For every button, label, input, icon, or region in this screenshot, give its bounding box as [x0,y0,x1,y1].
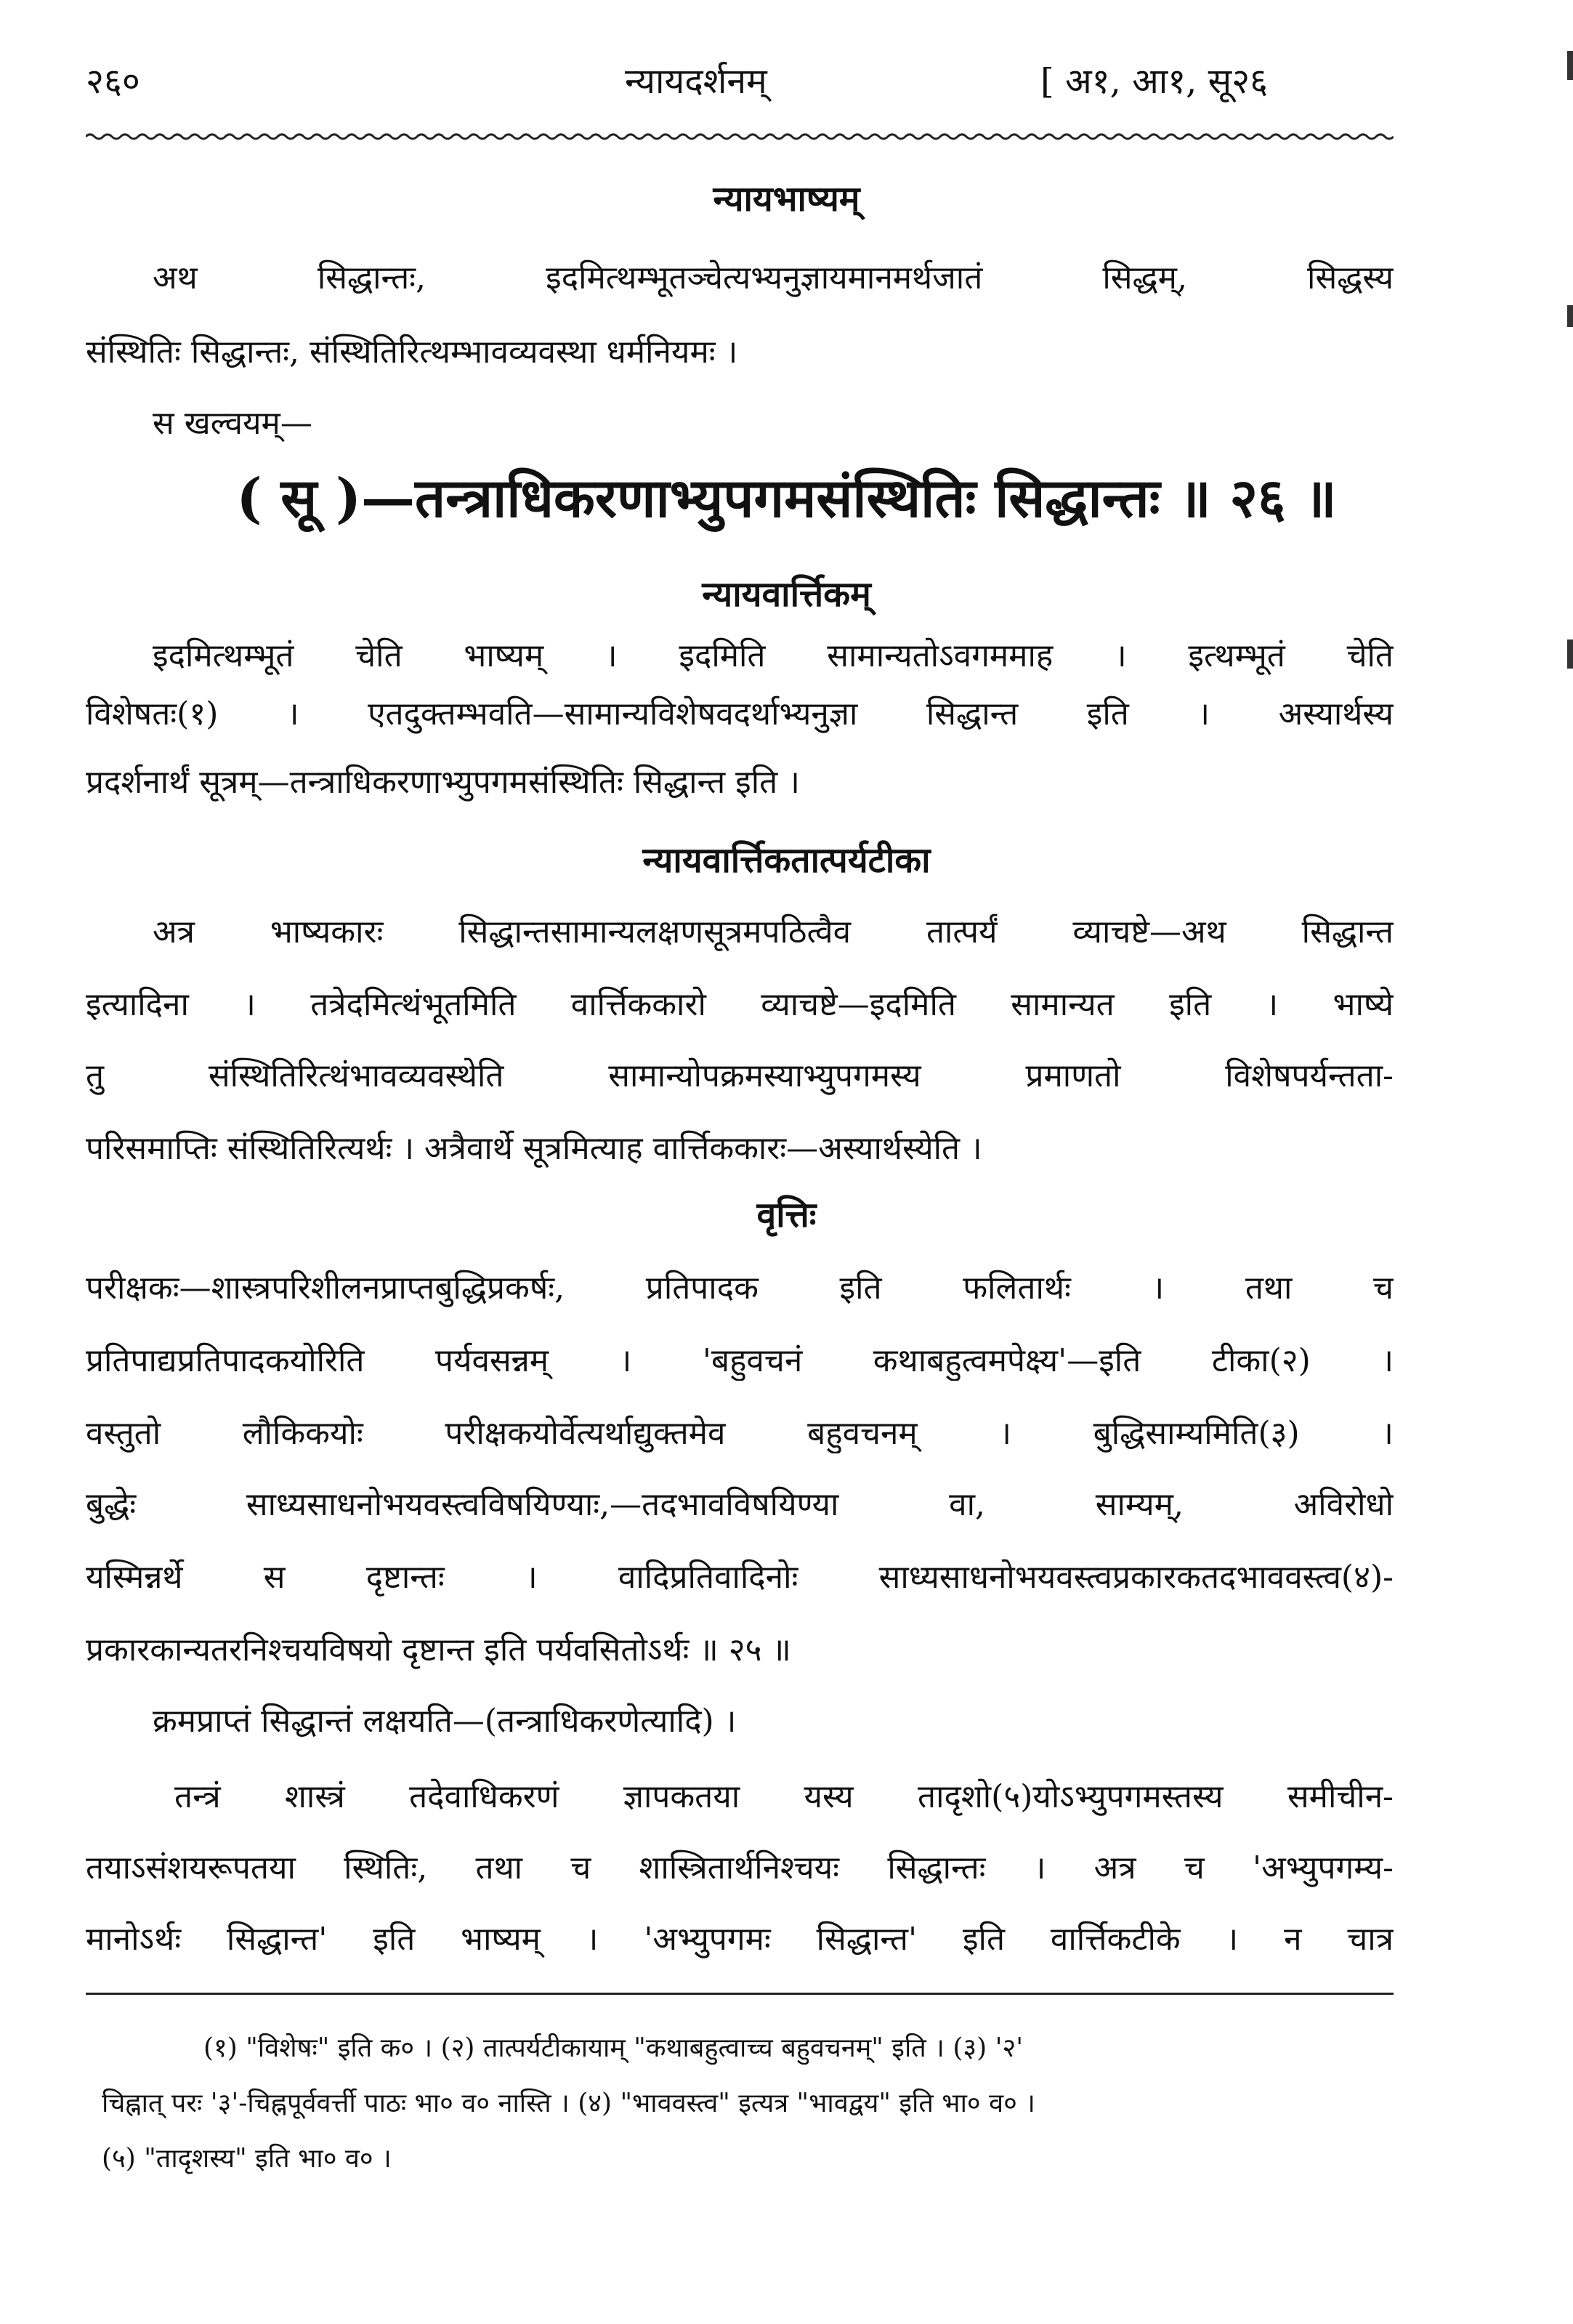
tika-heading: न्यायवार्त्तिकतात्पर्यटीका [642,840,931,881]
bhashya-line: संस्थितिः सिद्धान्तः, संस्थितिरित्थम्भावव्यवस्था धर्मनियमः । [86,334,738,371]
running-title: न्यायदर्शनम् [625,61,767,102]
bhashya-line: अथ सिद्धान्तः, इदमित्थम्भूतञ्चेत्यभ्यनुज्ञायमानमर्थजातं सिद्धम्, सिद्धस्य [153,259,1394,296]
bhashya-heading: न्यायभाष्यम् [713,179,860,219]
section-reference: [ अ१, आ१, सू२६ [1040,61,1269,102]
vartika-heading: न्यायवार्त्तिकम् [702,574,871,615]
scan-margin-mark [1567,639,1573,669]
page-number: २६० [86,61,140,102]
vritti-line: बुद्धेः साध्यसाधनोभयवस्त्वविषयिण्याः,—तदभावविषयिण्या वा, साम्यम्, अविरोधो [86,1486,1394,1523]
vritti-line: वस्तुतो लौकिकयोः परीक्षकयोर्वेत्यर्थाद्युक्तमेव बहुवचनम् । बुद्धिसाम्यमिति(३) । [86,1415,1394,1452]
vartika-line: प्रदर्शनार्थं सूत्रम्—तन्त्राधिकरणाभ्युपगमसंस्थितिः सिद्धान्त इति । [86,764,800,801]
tika-line: इत्यादिना । तत्रेदमित्थंभूतमिति वार्त्तिककारो व्याचष्टे—इदमिति सामान्यत इति । भाष्ये [86,986,1394,1023]
vritti-line: प्रकारकान्यतरनिश्चयविषयो दृष्टान्त इति पर्यवसितोऽर्थः ॥ २५ ॥ [86,1631,791,1669]
footnote-rule [86,1993,1394,1995]
tika-line: तु संस्थितिरित्थंभावव्यवस्थेति सामान्योपक्रमस्याभ्युपगमस्य प्रमाणतो विशेषपर्यन्तता- [86,1057,1394,1094]
vritti-line: क्रमप्राप्तं सिद्धान्तं लक्षयति—(तन्त्राधिकरणेत्यादि) । [153,1703,737,1740]
wavy-divider [86,129,1394,144]
scan-margin-mark [1567,51,1573,80]
vritti-line: तन्त्रं शास्त्रं तदेवाधिकरणं ज्ञापकतया यस्य तादृशो(५)योऽभ्युपगमस्तस्य समीचीन- [174,1778,1394,1815]
tika-line: परिसमाप्तिः संस्थितिरित्यर्थः । अत्रैवार्थे सूत्रमित्याह वार्त्तिककारः—अस्यार्थस्येति । [86,1130,982,1167]
footnote-line: (५) "तादृशस्य" इति भा० व० । [102,2144,392,2174]
vritti-line: परीक्षकः—शास्त्रपरिशीलनप्राप्तबुद्धिप्रकर्षः, प्रतिपादक इति फलितार्थः । तथा च [86,1270,1394,1307]
bhashya-line: स खल्वयम्— [153,405,312,442]
vritti-line: मानोऽर्थः सिद्धान्त' इति भाष्यम् । 'अभ्युपगमः सिद्धान्त' इति वार्त्तिकटीके । न चात्र [86,1921,1394,1958]
scan-margin-mark [1567,305,1573,327]
footnote-line: चिह्नात् परः '३'-चिह्नपूर्ववर्त्ती पाठः भा० व० नास्ति । (४) "भाववस्त्व" इत्यत्र "भावद्वय" इति भा० व० । [102,2089,1035,2118]
vritti-line: तयाऽसंशयरूपतया स्थितिः, तथा च शास्त्रितार्थनिश्चयः सिद्धान्तः । अत्र च 'अभ्युपगम्य- [86,1849,1394,1887]
vartika-line: इदमित्थम्भूतं चेति भाष्यम् । इदमिति सामान्यतोऽवगममाह । इत्थम्भूतं चेति [153,637,1394,674]
tika-line: अत्र भाष्यकारः सिद्धान्तसामान्यलक्षणसूत्रमपठित्वैव तात्पर्यं व्याचष्टे—अथ सिद्धान्त [153,913,1394,951]
vartika-line: विशेषतः(१) । एतदुक्तम्भवति—सामान्यविशेषवदर्थाभ्यनुज्ञा सिद्धान्त इति । अस्यार्थस्य [86,695,1394,733]
vritti-heading: वृत्तिः [756,1195,817,1235]
footnote-line: (१) "विशेषः" इति क० । (२) तात्पर्यटीकायाम् "कथाबहुत्वाच्च बहुवचनम्" इति । (३) '२' [203,2033,1024,2063]
vritti-line: प्रतिपाद्यप्रतिपादकयोरिति पर्यवसन्नम् । 'बहुवचनं कथाबहुत्वमपेक्ष्य'—इति टीका(२) । [86,1342,1394,1379]
sutra-line: ( सू )—तन्त्राधिकरणाभ्युपगमसंस्थितिः सिद्धान्तः ॥ २६ ॥ [236,467,1337,530]
vritti-line: यस्मिन्नर्थे स दृष्टान्तः । वादिप्रतिवादिनोः साध्यसाधनोभयवस्त्वप्रकारकतदभाववस्त्व(४)- [86,1559,1394,1596]
